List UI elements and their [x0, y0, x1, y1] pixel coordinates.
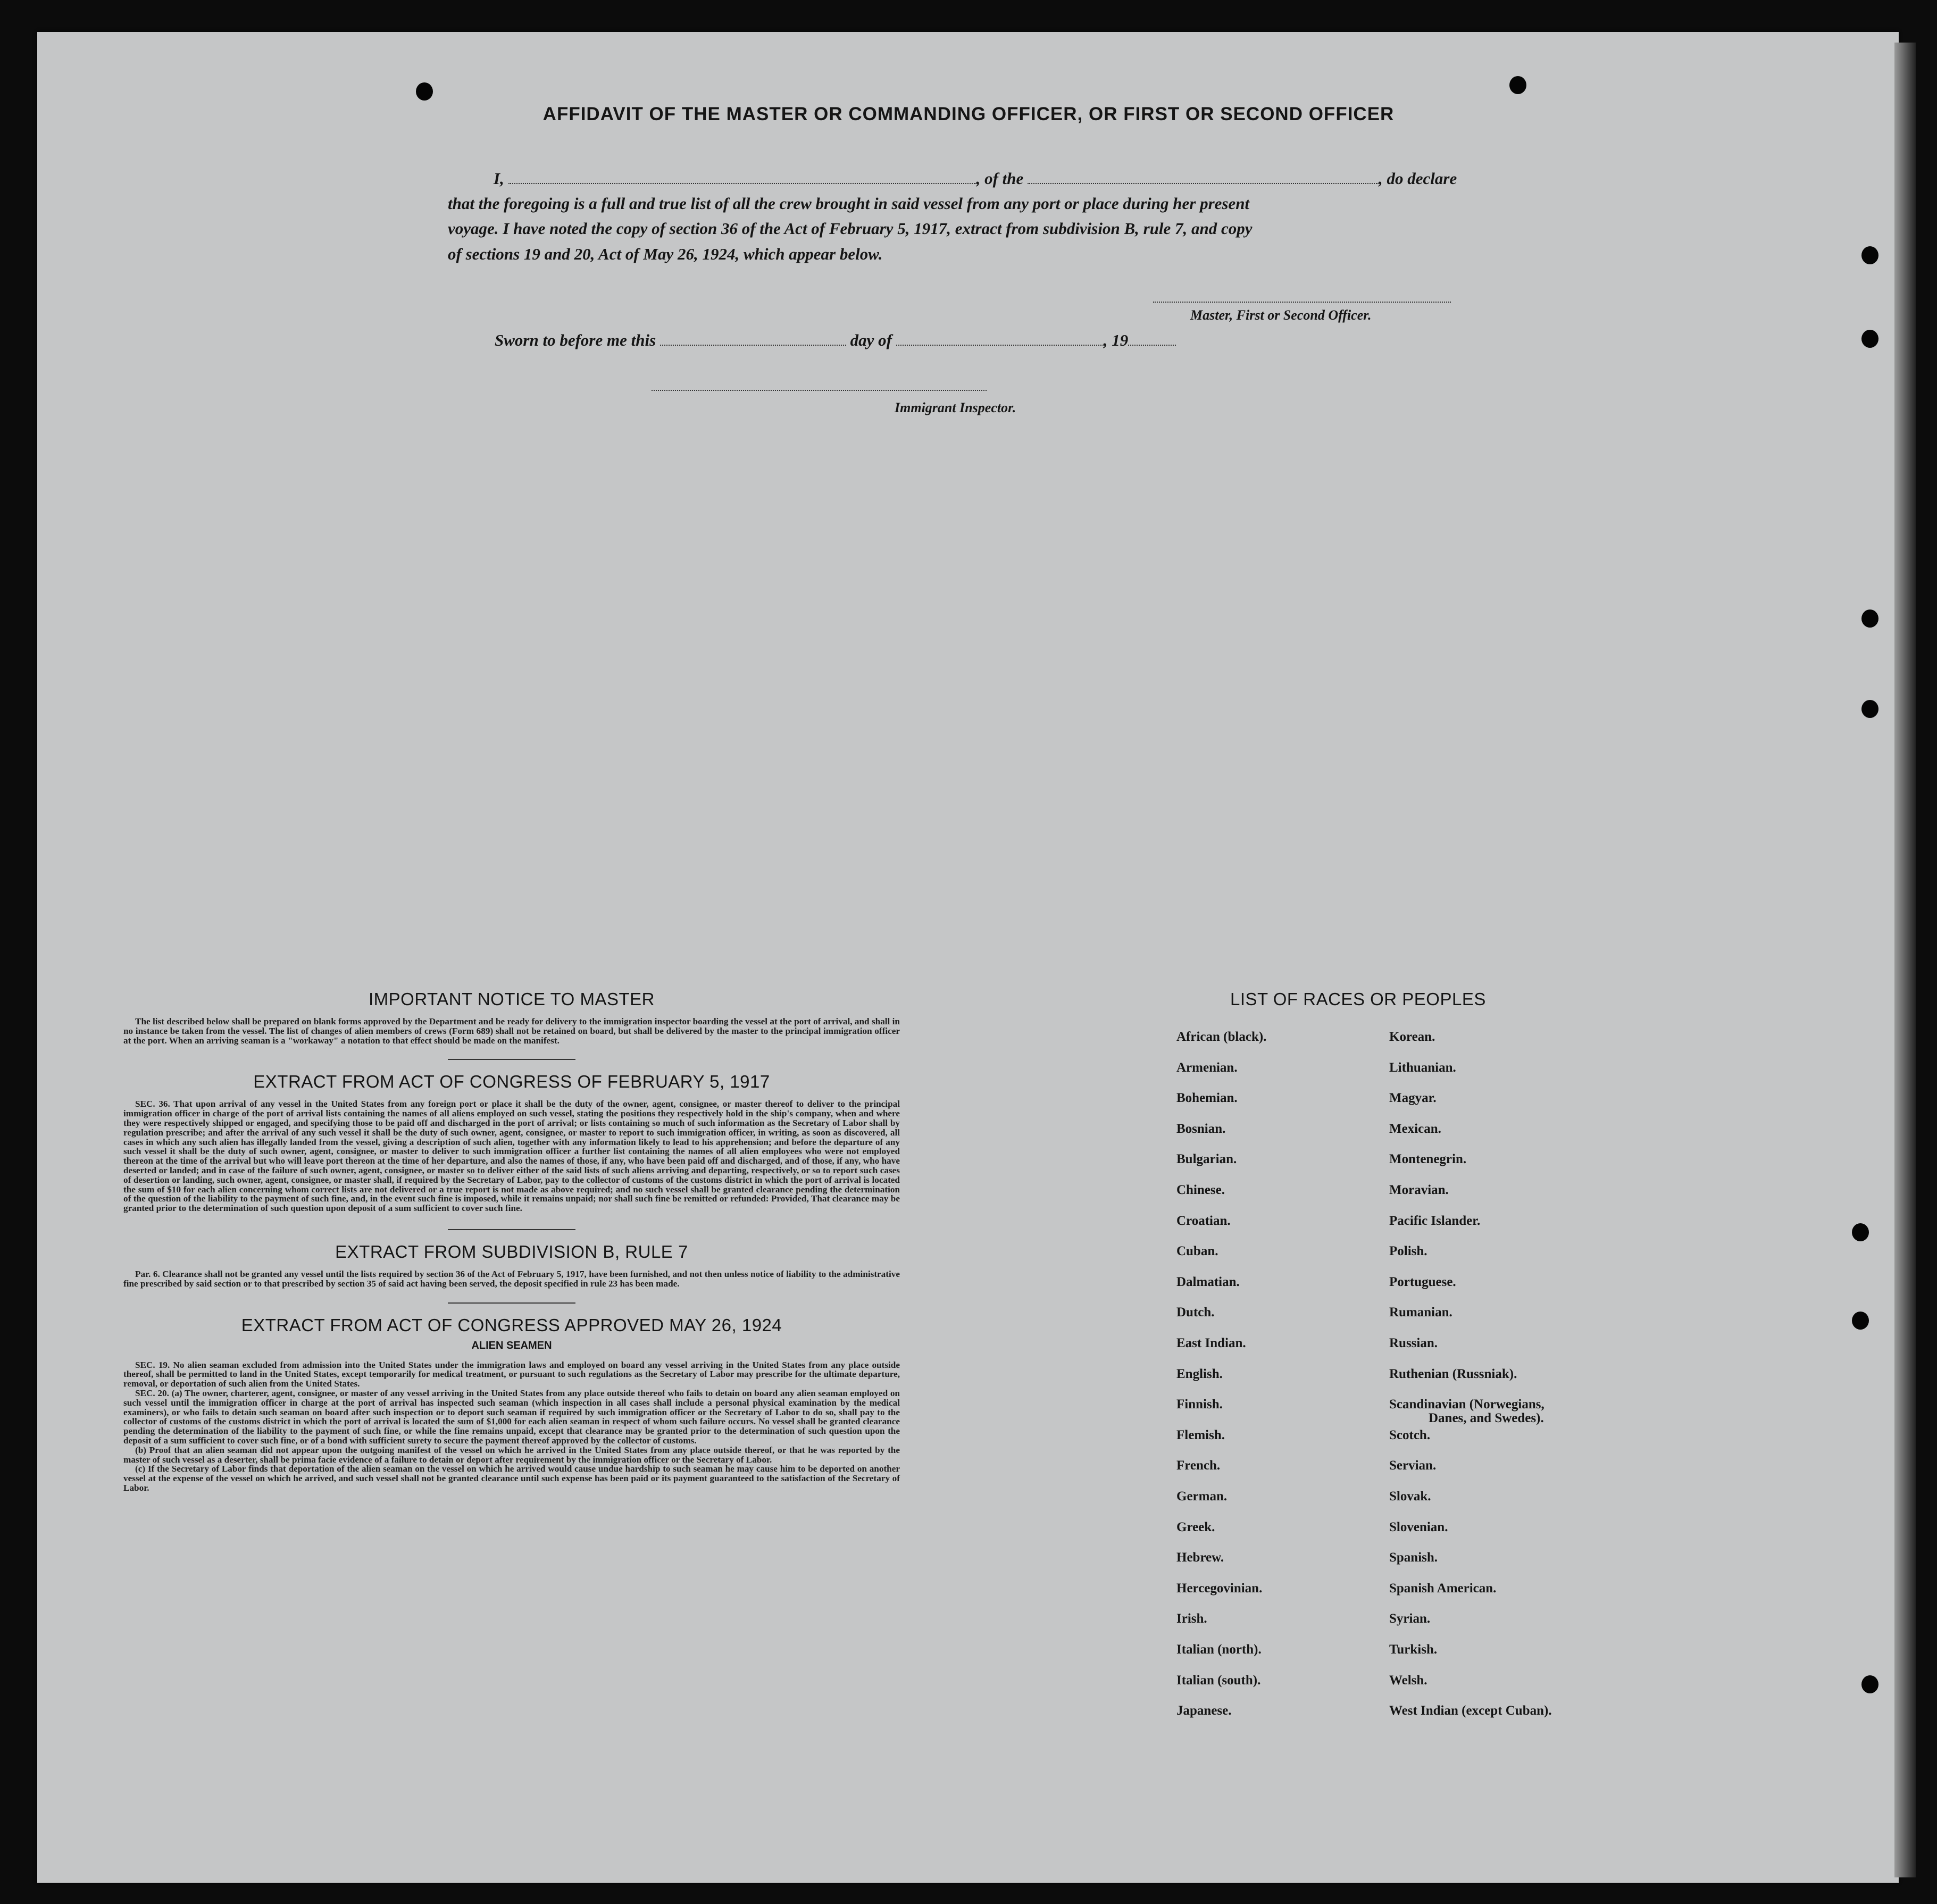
race-item: Servian. — [1389, 1458, 1437, 1473]
notice-paragraph: The list described below shall be prepared on blank forms approved by the Department and be ready for delivery to the immigration inspector boarding the vessel at the port of arrival, and shall in no instance be taken from the vessel. The list of changes of alien members of crews (Form 689) shall not be retained on board, but shall be delivered by the master to the principal immigration officer at the port. When an arriving seaman is a "workaway" a notation to that effect should be made on the manifest. — [123, 1016, 900, 1046]
race-item: Mexican. — [1389, 1121, 1441, 1136]
race-item: Moravian. — [1389, 1183, 1449, 1197]
punch-hole — [1861, 609, 1878, 628]
race-item: German. — [1176, 1489, 1228, 1504]
race-item: Pacific Islander. — [1389, 1213, 1481, 1228]
master-signature-label: Master, First or Second Officer. — [1190, 307, 1372, 323]
race-item: Croatian. — [1176, 1213, 1231, 1228]
affidavit-i: I, — [494, 169, 504, 188]
divider — [448, 1059, 575, 1060]
race-item: Italian (south). — [1176, 1673, 1261, 1688]
affidavit-do-declare: , do declare — [1379, 169, 1457, 188]
race-item: Ruthenian (Russniak). — [1389, 1366, 1517, 1381]
race-item: Turkish. — [1389, 1642, 1438, 1657]
extract-1924-sec20b: (b) Proof that an alien seaman did not appear upon the outgoing manifest of the vessel on which he arrived in the United States from any place outside thereof, or that he was reported by the master of such vessel as a deserter, shall be prima facie evidence of a failure to detain or deport after requirement by the immigration officer or the Secretary of Labor. — [123, 1444, 900, 1465]
year-text: , 19 — [1103, 331, 1129, 349]
punch-hole — [416, 82, 433, 101]
race-item: Bohemian. — [1176, 1091, 1238, 1106]
subdivision-b-par6: Par. 6. Clearance shall not be granted any vessel until the lists required by section 36 of the Act of February 5, 1917, have been furnished, and not then unless notice of liability to the administrative fine prescribed by said section or to that prescribed by section 35 of said act having been served, the deposit specified in rule 23 has been made. — [123, 1268, 900, 1289]
affidavit-title: AFFIDAVIT OF THE MASTER OR COMMANDING OFFICER, OR FIRST OR SECOND OFFICER — [542, 104, 1395, 124]
race-item: Scotch. — [1389, 1427, 1431, 1442]
extract-1924-sec19: SEC. 19. No alien seaman excluded from admission into the United States under the immigration laws and employed on board any vessel arriving in the United States from any place outside thereof, shall be permitted to land in the United States, except temporarily for medical treatment, or pursuant to such regulations as the Secretary of Labor may prescribe for the ultimate departure, removal, or deportation of such alien from the United States. — [123, 1359, 900, 1389]
month-blank — [896, 331, 1104, 346]
affidavit-of-the: , of the — [976, 169, 1024, 188]
race-item: Spanish. — [1389, 1550, 1438, 1565]
punch-hole — [1861, 700, 1878, 718]
subdivision-b-title: EXTRACT FROM SUBDIVISION B, RULE 7 — [335, 1241, 688, 1262]
race-item: English. — [1176, 1366, 1223, 1381]
notice-column — [123, 989, 900, 1493]
master-signature-line — [1153, 302, 1451, 303]
race-item: West Indian (except Cuban). — [1389, 1703, 1552, 1718]
extract-1924-text — [123, 1360, 900, 1493]
race-item: Finnish. — [1176, 1397, 1223, 1412]
vessel-blank — [1028, 169, 1379, 184]
affidavit-line-4: of sections 19 and 20, Act of May 26, 1924, which appear below. — [448, 245, 883, 263]
race-item: Cuban. — [1176, 1244, 1218, 1259]
punch-hole — [1861, 330, 1878, 348]
race-item: Chinese. — [1176, 1183, 1225, 1197]
extract-1917-sec36: SEC. 36. That upon arrival of any vessel in the United States from any foreign port or place it shall be the duty of the owner, agent, consignee, or master thereof to deliver to the principal immigration officer in charge of the port of arrival lists containing the names of all aliens employed on such vessel, stating the positions they respectively hold in the ship's company, when and where they were respectively shipped or engaged, and specifying those to be paid off and discharged in the port of arrival; or lists containing so much of such information as the Secretary of Labor shall by regulation prescribe; and after the arrival of any such vessel it shall be the duty of such owner, agent, consignee, or master to report to such immigration officer, in writing, as soon as discovered, all cases in which any such alien has illegally landed from the vessel, giving a description of such alien, together with any information likely to lead to his apprehension; and before the departure of any such vessel it shall be the duty of such owner, agent, consignee, or master to deliver to such immigration officer a further list containing the names of all alien employees who were not employed thereon at the time of the arrival but who will leave port thereon at the time of her departure, and also the names of those, if any, who have been paid off and discharged, and of those, if any, who have deserted or landed; and in case of the failure of such owner, agent, consignee, or master so to deliver either of the said lists of such aliens arriving and departing, respectively, or so to report such cases of desertion or landing, such owner, agent, consignee, or master shall, if required by the Secretary of Labor, pay to the collector of customs of the customs district in which the port of arrival is located the sum of $10 for each alien concerning whom correct lists are not delivered or a true report is not made as above required; and no such vessel shall be granted clearance pending the determination of the question of the liability to the payment of such fine, and, in the event such fine is imposed, while it remains unpaid; nor shall such fine be remitted or refunded: Provided, That clearance may be granted prior to the determination of such question upon deposit of a sum sufficient to cover such fine. — [123, 1099, 900, 1214]
day-of-text: day of — [850, 331, 892, 349]
page-stack-edge — [1894, 43, 1916, 1877]
race-item: Hercegovinian. — [1176, 1581, 1263, 1596]
race-item: Dalmatian. — [1176, 1274, 1240, 1289]
notice-text — [123, 1017, 900, 1045]
race-item: Syrian. — [1389, 1611, 1431, 1626]
race-item: Russian. — [1389, 1336, 1438, 1350]
extract-1924-sec20a: SEC. 20. (a) The owner, charterer, agent, consignee, or master of any vessel arriving in the United States from any place outside thereof who fails to detain on board any alien seaman employed on such vessel until the immigration officer in charge at the port of arrival has inspected such seaman (which inspection in all cases shall include a personal physical examination by the medical examiners), or who fails to detain such seaman on board after such inspection or to deport such seaman if required by such immigration officer or the Secretary of Labor to do so, shall pay to the collector of customs of the customs district in which the port of arrival is located the sum of $1,000 for each alien seaman in respect of whom such failure occurs. No vessel shall be granted clearance pending the determination of the liability to the payment of such fine, or while the fine remains unpaid, except that clearance may be granted prior to the determination of such question upon the deposit of a sum sufficient to cover such fine, or of a bond with sufficient surety to secure the payment thereof approved by the collector of customs. — [123, 1388, 900, 1446]
race-item: Magyar. — [1389, 1091, 1437, 1106]
race-item: Scandinavian (Norwegians, — [1389, 1397, 1544, 1412]
race-item: Dutch. — [1176, 1305, 1215, 1320]
inspector-signature-label: Immigrant Inspector. — [895, 400, 1016, 415]
race-item: East Indian. — [1176, 1336, 1246, 1350]
race-item: French. — [1176, 1458, 1221, 1473]
race-item: Spanish American. — [1389, 1581, 1497, 1596]
races-title: LIST OF RACES OR PEOPLES — [1230, 989, 1486, 1009]
divider — [448, 1302, 575, 1304]
race-item: Portuguese. — [1389, 1274, 1456, 1289]
subdivision-b-text — [123, 1270, 900, 1289]
race-item: Lithuanian. — [1389, 1060, 1456, 1075]
punch-hole — [1852, 1312, 1869, 1330]
notice-title: IMPORTANT NOTICE TO MASTER — [368, 989, 655, 1009]
race-item: Slovak. — [1389, 1489, 1431, 1504]
race-item: Slovenian. — [1389, 1519, 1448, 1534]
divider — [448, 1229, 575, 1230]
punch-hole — [1861, 1675, 1878, 1693]
race-item: Japanese. — [1176, 1703, 1232, 1718]
race-item: African (black). — [1176, 1030, 1267, 1044]
extract-1924-title: EXTRACT FROM ACT OF CONGRESS APPROVED MAY 26, 1924 — [241, 1315, 782, 1335]
race-scandinavian-continued: Danes, and Swedes). — [1429, 1411, 1544, 1425]
race-item: Italian (north). — [1176, 1642, 1262, 1657]
affidavit-declaration-line — [494, 169, 1457, 188]
race-item: Hebrew. — [1176, 1550, 1224, 1565]
extract-1917-title: EXTRACT FROM ACT OF CONGRESS OF FEBRUARY 5, 1917 — [253, 1072, 770, 1092]
extract-1917-text — [123, 1099, 900, 1213]
race-item: Korean. — [1389, 1030, 1435, 1044]
affidavit-line-3: voyage. I have noted the copy of section 36 of the Act of February 5, 1917, extract from subdivision B, rule 7, and copy — [448, 219, 1253, 238]
alien-seamen-subtitle: ALIEN SEAMEN — [471, 1339, 552, 1351]
race-item: Montenegrin. — [1389, 1152, 1467, 1167]
race-item: Bosnian. — [1176, 1121, 1226, 1136]
sworn-text: Sworn to before me this — [495, 331, 656, 349]
extract-1924-sec20c: (c) If the Secretary of Labor finds that deportation of the alien seaman on the vessel on which he arrived would cause undue hardship to such seaman he may cause him to be deported on another vessel at the expense of the vessel on which he arrived, and such vessel shall not be granted clearance until such expense has been paid or its payment guaranteed to the satisfaction of the Secretary of Labor. — [123, 1464, 900, 1493]
punch-hole — [1861, 246, 1878, 264]
affidavit-line-2: that the foregoing is a full and true list of all the crew brought in said vessel from any port or place during her present — [448, 194, 1250, 213]
race-item: Welsh. — [1389, 1673, 1427, 1688]
document-page — [37, 32, 1899, 1883]
inspector-signature-line — [652, 390, 987, 391]
race-item: Flemish. — [1176, 1427, 1225, 1442]
day-blank — [660, 331, 846, 346]
punch-hole — [1852, 1223, 1869, 1241]
punch-hole — [1509, 76, 1526, 94]
race-item: Armenian. — [1176, 1060, 1238, 1075]
race-item: Rumanian. — [1389, 1305, 1452, 1320]
year-blank — [1128, 331, 1176, 346]
race-item: Polish. — [1389, 1244, 1427, 1259]
race-item: Irish. — [1176, 1611, 1207, 1626]
race-item: Greek. — [1176, 1519, 1215, 1534]
sworn-line — [495, 331, 1176, 350]
name-blank — [508, 169, 976, 184]
race-item: Bulgarian. — [1176, 1152, 1237, 1167]
